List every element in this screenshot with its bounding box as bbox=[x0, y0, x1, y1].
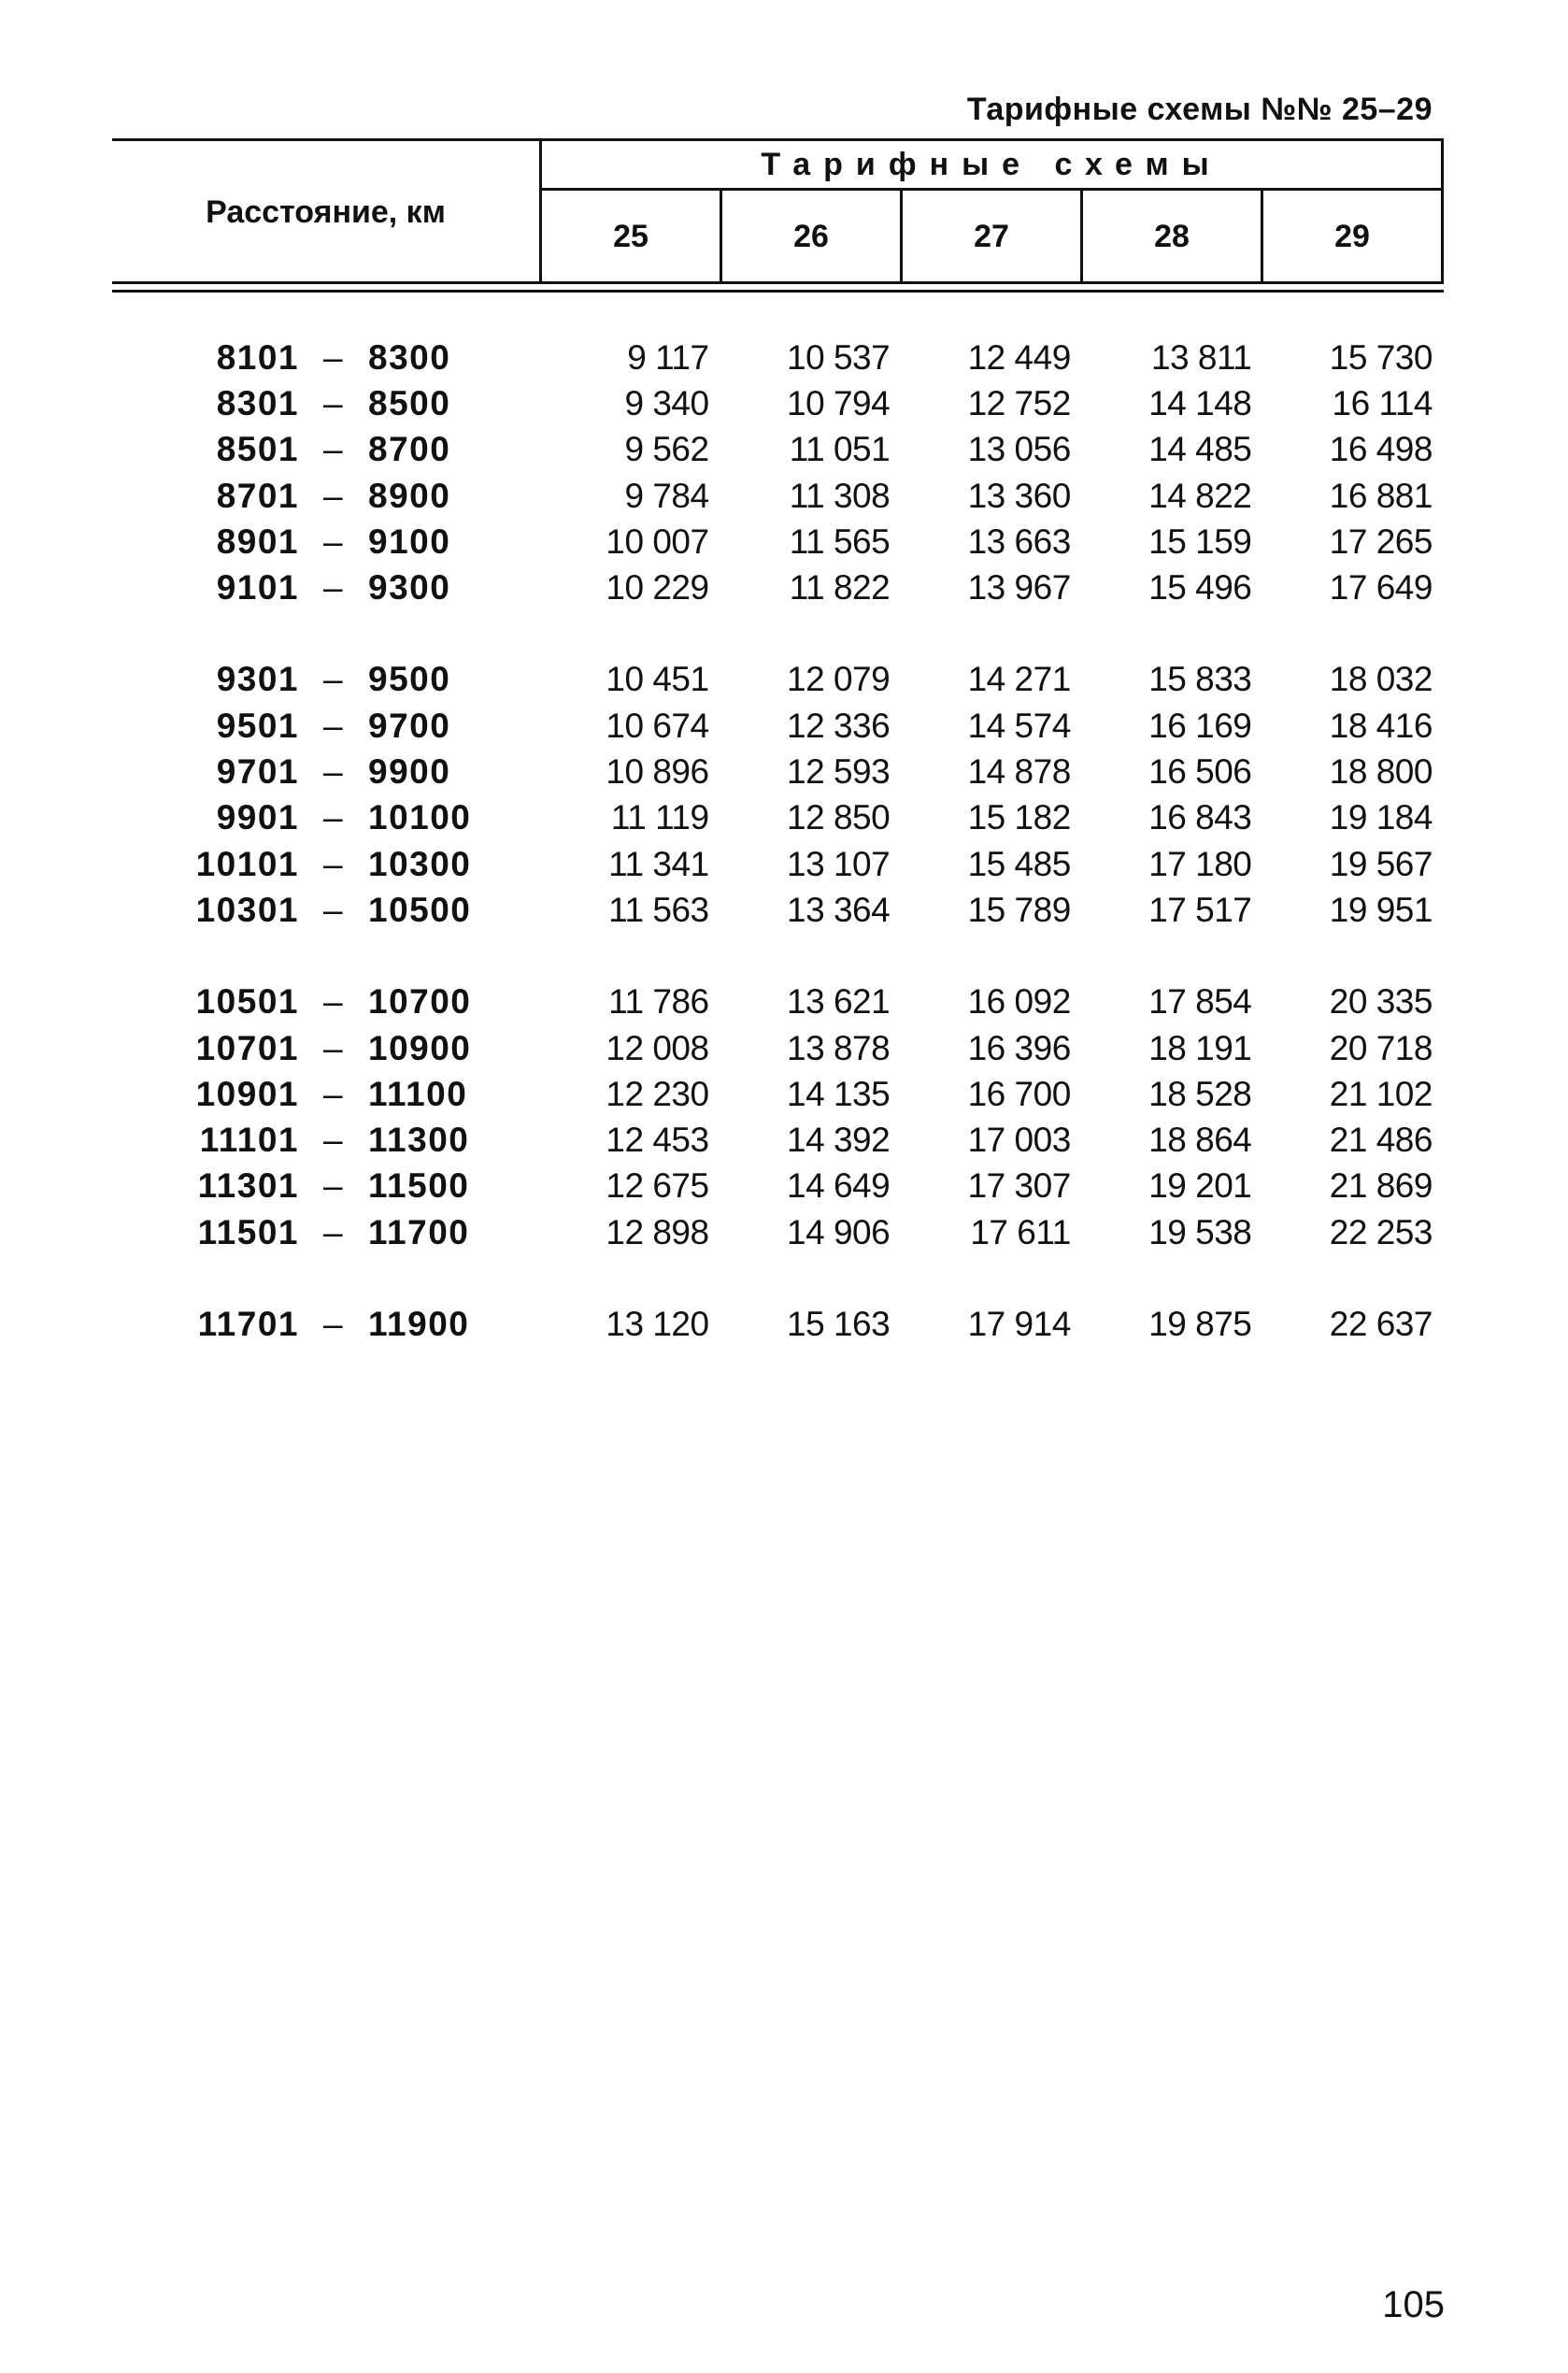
range-dash: – bbox=[322, 890, 345, 929]
range-from: 11701 bbox=[197, 1304, 299, 1343]
tariff-value-cell: 19 875 bbox=[1148, 1304, 1252, 1343]
table-row bbox=[112, 749, 1444, 794]
range-from: 9901 bbox=[216, 798, 299, 837]
table-row bbox=[112, 380, 1444, 426]
range-to: 10900 bbox=[368, 1028, 472, 1067]
tariff-value-cell: 13 360 bbox=[967, 476, 1071, 515]
distance-range bbox=[112, 477, 539, 516]
tariff-value-cell: 10 229 bbox=[606, 568, 709, 608]
range-from: 8101 bbox=[216, 337, 299, 377]
schemes-group-title: Тарифные схемы bbox=[542, 141, 1441, 191]
range-to: 9300 bbox=[368, 568, 451, 608]
table-row bbox=[112, 427, 1444, 473]
tariff-value-cell: 16 498 bbox=[1329, 430, 1433, 469]
tariff-value-cell: 10 537 bbox=[787, 337, 891, 377]
range-dash: – bbox=[322, 752, 345, 792]
range-dash: – bbox=[322, 982, 345, 1022]
scheme-number-header: 28 bbox=[1080, 191, 1261, 283]
table-row bbox=[112, 1117, 1444, 1163]
range-dash: – bbox=[322, 660, 345, 699]
range-from: 10501 bbox=[195, 982, 299, 1022]
tariff-value-cell: 17 265 bbox=[1329, 522, 1433, 561]
tariff-value-cell: 16 396 bbox=[967, 1028, 1071, 1067]
tariff-value-cell: 18 800 bbox=[1329, 752, 1433, 792]
distance-range bbox=[112, 660, 539, 699]
tariff-value-cell: 19 201 bbox=[1148, 1166, 1252, 1206]
tariff-value-cell: 13 811 bbox=[1150, 337, 1252, 377]
range-dash: – bbox=[322, 430, 345, 469]
range-dash: – bbox=[322, 568, 345, 608]
range-dash: – bbox=[322, 1166, 345, 1206]
table-row bbox=[112, 979, 1444, 1025]
tariff-value-cell: 18 864 bbox=[1148, 1121, 1252, 1160]
tariff-value-cell: 17 307 bbox=[967, 1166, 1071, 1206]
tariff-value-cell: 15 159 bbox=[1148, 522, 1252, 561]
scheme-number-header: 26 bbox=[720, 191, 900, 283]
tariff-value-cell: 12 230 bbox=[606, 1074, 709, 1113]
table-row bbox=[112, 473, 1444, 519]
tariff-value-cell: 15 496 bbox=[1148, 568, 1252, 608]
range-to: 11100 bbox=[368, 1074, 468, 1113]
range-from: 8701 bbox=[216, 476, 299, 515]
tariff-value-cell: 14 906 bbox=[787, 1212, 891, 1251]
tariff-value-cell: 16 092 bbox=[967, 982, 1071, 1022]
scheme-number-row bbox=[542, 191, 1441, 283]
tariff-value-cell: 10 007 bbox=[606, 522, 709, 561]
table-row bbox=[112, 1209, 1444, 1255]
tariff-value-cell: 11 786 bbox=[608, 982, 709, 1022]
range-dash: – bbox=[322, 1212, 345, 1251]
distance-range bbox=[112, 1121, 539, 1160]
tariff-value-cell: 16 881 bbox=[1329, 476, 1433, 515]
tariff-value-cell: 11 341 bbox=[608, 844, 709, 883]
tariff-value-cell: 13 364 bbox=[787, 890, 891, 929]
tariff-value-cell: 15 163 bbox=[787, 1304, 891, 1343]
tariff-value-cell: 21 102 bbox=[1329, 1074, 1433, 1113]
range-from: 9701 bbox=[216, 752, 299, 792]
tariff-value-cell: 14 822 bbox=[1148, 476, 1252, 515]
tariff-value-cell: 14 649 bbox=[787, 1166, 891, 1206]
distance-range bbox=[112, 522, 539, 562]
tariff-value-cell: 18 528 bbox=[1148, 1074, 1252, 1113]
tariff-value-cell: 9 117 bbox=[627, 337, 709, 377]
tariff-value-cell: 14 135 bbox=[787, 1074, 891, 1113]
tariff-value-cell: 9 340 bbox=[624, 383, 709, 422]
tariff-value-cell: 22 253 bbox=[1329, 1212, 1433, 1251]
range-dash: – bbox=[322, 522, 345, 561]
distance-range bbox=[112, 384, 539, 423]
distance-range bbox=[112, 1029, 539, 1068]
distance-range bbox=[112, 1075, 539, 1114]
tariff-value-cell: 11 119 bbox=[610, 798, 709, 837]
tariff-value-cell: 11 563 bbox=[608, 890, 709, 929]
tariff-value-cell: 15 833 bbox=[1148, 660, 1252, 699]
scheme-number-header: 29 bbox=[1261, 191, 1441, 283]
range-to: 10300 bbox=[368, 844, 472, 883]
range-from: 8901 bbox=[216, 522, 299, 561]
tariff-value-cell: 12 336 bbox=[787, 706, 891, 745]
page-number: 105 bbox=[1382, 2284, 1445, 2325]
range-to: 11900 bbox=[368, 1304, 470, 1343]
tariff-value-cell: 18 191 bbox=[1148, 1028, 1252, 1067]
tariff-value-cell: 13 663 bbox=[967, 522, 1071, 561]
table-row bbox=[112, 1071, 1444, 1117]
range-dash: – bbox=[322, 1074, 345, 1113]
row-group bbox=[112, 657, 1444, 934]
distance-range bbox=[112, 1305, 539, 1344]
range-from: 9101 bbox=[216, 568, 299, 608]
range-dash: – bbox=[322, 1121, 345, 1160]
tariff-value-cell: 12 675 bbox=[606, 1166, 709, 1206]
distance-range bbox=[112, 798, 539, 837]
distance-range bbox=[112, 338, 539, 378]
tariff-value-cell: 14 148 bbox=[1148, 383, 1252, 422]
distance-range bbox=[112, 752, 539, 792]
scheme-number-header: 25 bbox=[613, 219, 649, 254]
tariff-value-cell: 15 485 bbox=[967, 844, 1071, 883]
range-to: 10500 bbox=[368, 890, 472, 929]
tariff-value-cell: 12 898 bbox=[606, 1212, 709, 1251]
range-dash: – bbox=[322, 1028, 345, 1067]
table-row bbox=[112, 1025, 1444, 1071]
range-to: 11500 bbox=[368, 1166, 470, 1206]
table-row bbox=[112, 795, 1444, 841]
tariff-value-cell: 21 869 bbox=[1329, 1166, 1433, 1206]
tariff-value-cell: 12 079 bbox=[787, 660, 891, 699]
tariff-value-cell: 17 180 bbox=[1148, 844, 1252, 883]
tariff-value-cell: 10 794 bbox=[787, 383, 891, 422]
table-row bbox=[112, 335, 1444, 380]
range-from: 11501 bbox=[197, 1212, 299, 1251]
tariff-value-cell: 18 416 bbox=[1329, 706, 1433, 745]
table-row bbox=[112, 565, 1444, 610]
range-to: 10100 bbox=[368, 798, 472, 837]
range-from: 10101 bbox=[195, 844, 299, 883]
tariff-value-cell: 10 896 bbox=[606, 752, 709, 792]
range-to: 9100 bbox=[368, 522, 451, 561]
tariff-value-cell: 15 730 bbox=[1329, 337, 1433, 377]
tariff-value-cell: 13 878 bbox=[787, 1028, 891, 1067]
distance-range bbox=[112, 1166, 539, 1206]
range-to: 9900 bbox=[368, 752, 451, 792]
tariff-value-cell: 12 449 bbox=[967, 337, 1071, 377]
range-from: 8301 bbox=[216, 383, 299, 422]
distance-column-header: Расстояние, км bbox=[206, 193, 446, 230]
tariff-value-cell: 12 008 bbox=[606, 1028, 709, 1067]
table-row bbox=[112, 887, 1444, 933]
tariff-value-cell: 11 822 bbox=[789, 568, 891, 608]
tariff-value-cell: 16 843 bbox=[1148, 798, 1252, 837]
tariff-value-cell: 14 392 bbox=[787, 1121, 891, 1160]
range-dash: – bbox=[322, 706, 345, 745]
tariff-value-cell: 16 114 bbox=[1332, 383, 1433, 422]
range-to: 8300 bbox=[368, 337, 451, 377]
range-to: 9500 bbox=[368, 660, 451, 699]
row-group bbox=[112, 979, 1444, 1256]
distance-range bbox=[112, 568, 539, 608]
header-double-rule bbox=[112, 281, 1444, 293]
tariff-value-cell: 16 700 bbox=[967, 1074, 1071, 1113]
tariff-value-cell: 9 562 bbox=[624, 430, 709, 469]
tariff-value-cell: 18 032 bbox=[1329, 660, 1433, 699]
distance-range bbox=[112, 430, 539, 469]
tariff-value-cell: 13 120 bbox=[606, 1304, 709, 1343]
table-body bbox=[112, 335, 1444, 1394]
tariff-value-cell: 9 784 bbox=[624, 476, 709, 515]
tariff-value-cell: 16 169 bbox=[1148, 706, 1252, 745]
range-from: 11101 bbox=[199, 1121, 299, 1160]
tariff-value-cell: 19 538 bbox=[1148, 1212, 1252, 1251]
row-group bbox=[112, 1301, 1444, 1347]
tariff-value-cell: 14 485 bbox=[1148, 430, 1252, 469]
tariff-value-cell: 19 951 bbox=[1329, 890, 1433, 929]
tariff-value-cell: 17 854 bbox=[1148, 982, 1252, 1022]
tariff-value-cell: 20 335 bbox=[1329, 982, 1433, 1022]
tariff-value-cell: 15 182 bbox=[967, 798, 1071, 837]
range-dash: – bbox=[322, 1304, 345, 1343]
tariff-value-cell: 12 593 bbox=[787, 752, 891, 792]
range-to: 10700 bbox=[368, 982, 472, 1022]
tariff-value-cell: 11 565 bbox=[789, 522, 891, 561]
tariff-value-cell: 13 107 bbox=[787, 844, 891, 883]
tariff-value-cell: 14 271 bbox=[967, 660, 1071, 699]
range-to: 8500 bbox=[368, 383, 451, 422]
distance-range bbox=[112, 845, 539, 884]
table-row bbox=[112, 519, 1444, 565]
tariff-value-cell: 12 850 bbox=[787, 798, 891, 837]
table-row bbox=[112, 657, 1444, 703]
tariff-value-cell: 20 718 bbox=[1329, 1028, 1433, 1067]
tariff-value-cell: 13 967 bbox=[967, 568, 1071, 608]
table-row bbox=[112, 1164, 1444, 1209]
range-from: 9501 bbox=[216, 706, 299, 745]
range-from: 10701 bbox=[195, 1028, 299, 1067]
tariff-value-cell: 19 567 bbox=[1329, 844, 1433, 883]
tariff-value-cell: 17 517 bbox=[1148, 890, 1252, 929]
range-from: 10301 bbox=[195, 890, 299, 929]
range-dash: – bbox=[322, 844, 345, 883]
table-header bbox=[112, 138, 1444, 283]
range-from: 8501 bbox=[216, 430, 299, 469]
tariff-value-cell: 11 308 bbox=[789, 476, 891, 515]
table-row bbox=[112, 1301, 1444, 1347]
tariff-value-cell: 11 051 bbox=[789, 430, 891, 469]
tariff-value-cell: 15 789 bbox=[967, 890, 1071, 929]
range-dash: – bbox=[322, 383, 345, 422]
tariff-value-cell: 21 486 bbox=[1329, 1121, 1433, 1160]
tariff-value-cell: 10 451 bbox=[606, 660, 709, 699]
range-dash: – bbox=[322, 337, 345, 377]
table-row bbox=[112, 841, 1444, 887]
range-to: 8900 bbox=[368, 476, 451, 515]
distance-range bbox=[112, 891, 539, 930]
tariff-value-cell: 12 752 bbox=[967, 383, 1071, 422]
tariff-value-cell: 17 649 bbox=[1329, 568, 1433, 608]
tariff-value-cell: 13 056 bbox=[967, 430, 1071, 469]
tariff-value-cell: 13 621 bbox=[787, 982, 891, 1022]
range-from: 9301 bbox=[216, 660, 299, 699]
tariff-value-cell: 19 184 bbox=[1329, 798, 1433, 837]
tariff-value-cell: 12 453 bbox=[606, 1121, 709, 1160]
tariff-value-cell: 17 611 bbox=[970, 1212, 1071, 1251]
page-caption: Тарифные схемы №№ 25–29 bbox=[966, 92, 1433, 127]
range-to: 8700 bbox=[368, 430, 451, 469]
range-from: 10901 bbox=[195, 1074, 299, 1113]
tariff-value-cell: 17 003 bbox=[967, 1121, 1071, 1160]
tariff-value-cell: 22 637 bbox=[1329, 1304, 1433, 1343]
range-from: 11301 bbox=[197, 1166, 299, 1206]
range-to: 9700 bbox=[368, 706, 451, 745]
tariff-value-cell: 10 674 bbox=[606, 706, 709, 745]
range-to: 11700 bbox=[368, 1212, 470, 1251]
distance-range bbox=[112, 982, 539, 1022]
scheme-number-header: 27 bbox=[900, 191, 1080, 283]
distance-range bbox=[112, 707, 539, 746]
tariff-value-cell: 16 506 bbox=[1148, 752, 1252, 792]
range-dash: – bbox=[322, 798, 345, 837]
row-group bbox=[112, 335, 1444, 611]
range-to: 11300 bbox=[368, 1121, 470, 1160]
schemes-column-group bbox=[539, 141, 1444, 283]
table-row bbox=[112, 703, 1444, 749]
tariff-value-cell: 17 914 bbox=[967, 1304, 1071, 1343]
range-dash: – bbox=[322, 476, 345, 515]
distance-range bbox=[112, 1213, 539, 1252]
tariff-value-cell: 14 574 bbox=[967, 706, 1071, 745]
tariff-value-cell: 14 878 bbox=[967, 752, 1071, 792]
